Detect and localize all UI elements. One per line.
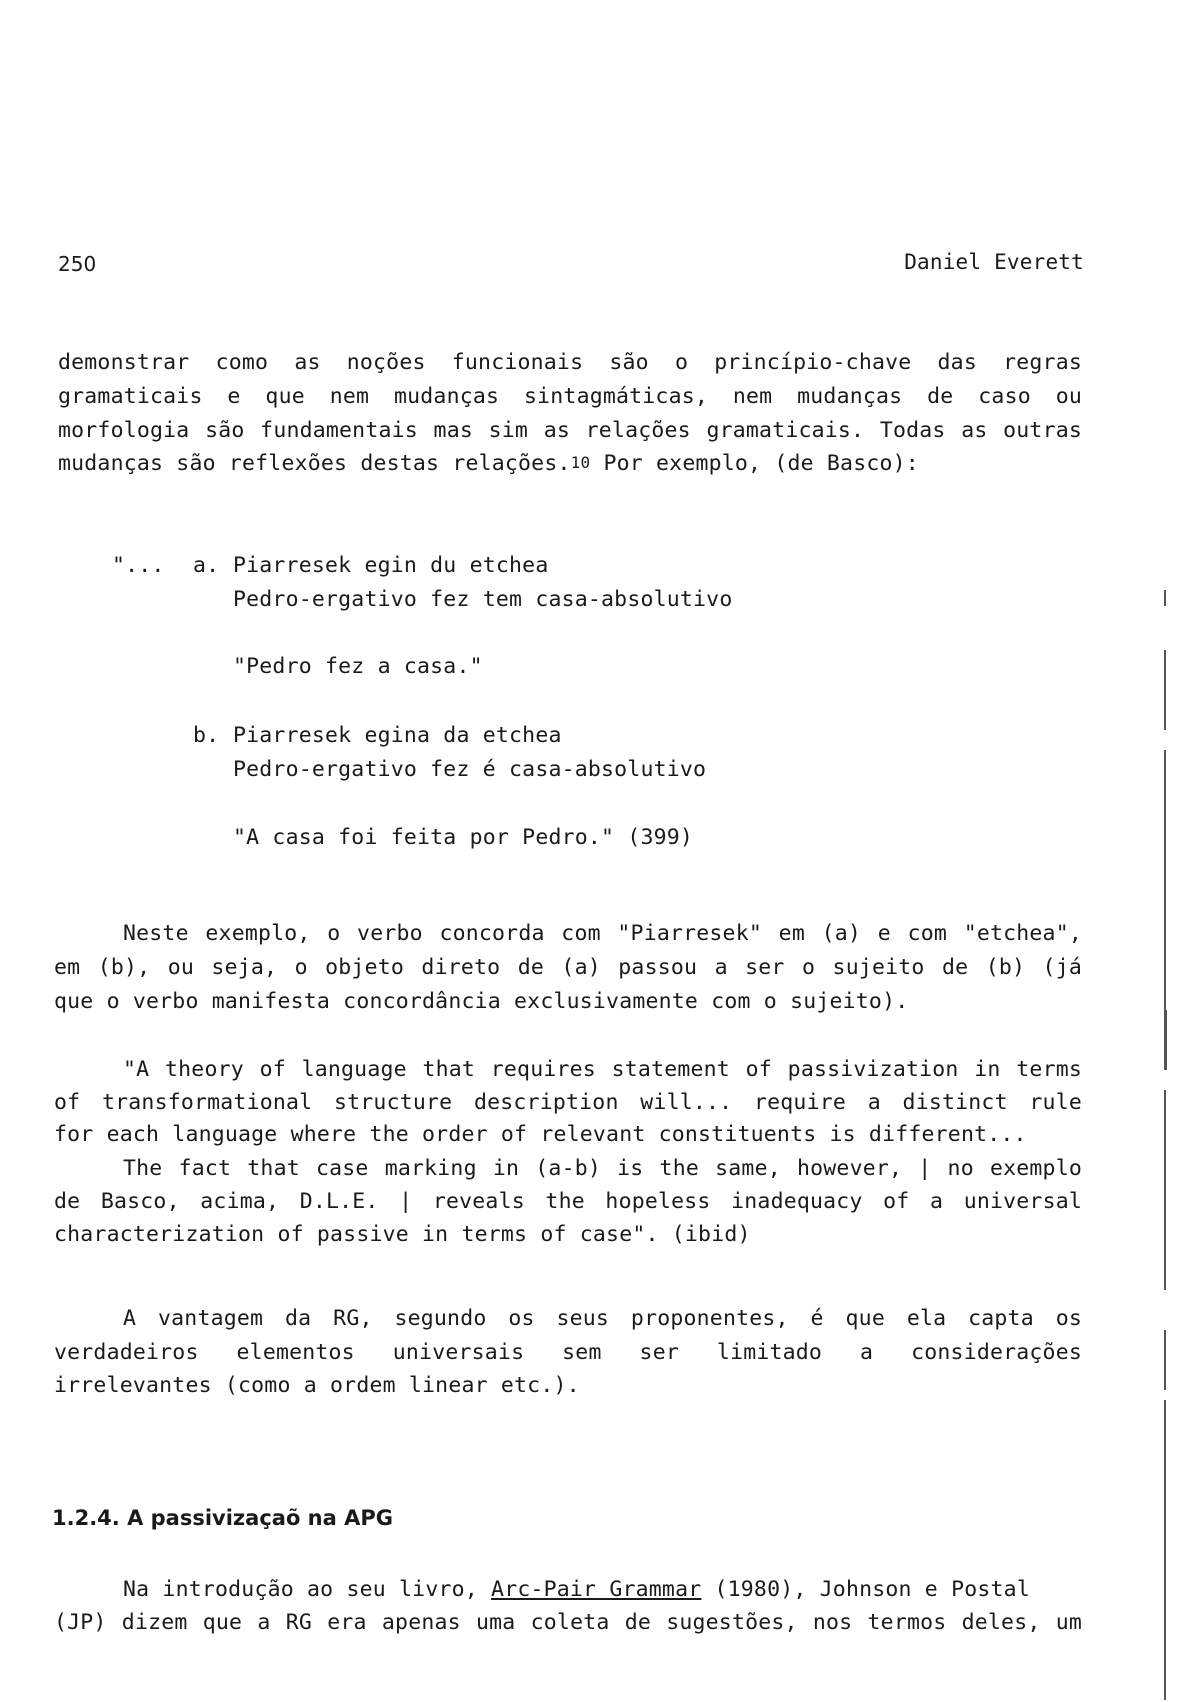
scan-artifact <box>1164 750 1166 1010</box>
paragraph-line: em (b), ou seja, o objeto direto de (a) passou a ser o sujeito de (b) (já <box>54 955 1082 980</box>
paragraph-line: Neste exemplo, o verbo concorda com "Piarresek" em (a) e com "etchea", <box>123 921 1082 946</box>
page-number: 250 <box>58 252 97 276</box>
section-heading: 1.2.4. A passivizaçaõ na APG <box>52 1506 393 1530</box>
paragraph-line: gramaticais e que nem mudanças sintagmáticas, nem mudanças de caso ou <box>58 384 1082 409</box>
scan-artifact <box>1164 1010 1167 1070</box>
book-title: Arc-Pair Grammar <box>491 1577 702 1602</box>
running-head-author: Daniel Everett <box>904 250 1084 274</box>
paragraph-line: morfologia são fundamentais mas sim as relações gramaticais. Todas as outras <box>58 418 1082 443</box>
paragraph-line: The fact that case marking in (a-b) is the same, however, | no exemplo <box>123 1156 1082 1181</box>
scan-artifact <box>1164 1090 1166 1290</box>
paragraph-line: irrelevantes (como a ordem linear etc.). <box>54 1373 580 1398</box>
example-a-free-translation: "Pedro fez a casa." <box>233 654 483 679</box>
scan-artifact <box>1164 1330 1166 1390</box>
paragraph-line: de Basco, acima, D.L.E. | reveals the hopeless inadequacy of a universal <box>54 1189 1082 1214</box>
scan-artifact <box>1164 590 1166 606</box>
example-b-free-translation: "A casa foi feita por Pedro." (399) <box>233 825 694 850</box>
example-b-gloss-line: Piarresek egina da etchea <box>233 723 562 748</box>
paragraph-line: Na introdução ao seu livro, Arc-Pair Grammar (1980), Johnson e Postal <box>123 1577 1030 1602</box>
paragraph-line: mudanças são reflexões destas relações.$^{10}$ Por exemplo, (de Basco): <box>58 451 919 476</box>
paragraph-line: characterization of passive in terms of case". (ibid) <box>54 1222 751 1247</box>
example-a-gloss-line: Piarresek egin du etchea <box>233 553 549 578</box>
example-b-translation-line: Pedro-ergativo fez é casa-absolutivo <box>233 757 707 782</box>
example-a-translation-line: Pedro-ergativo fez tem casa-absolutivo <box>233 587 733 612</box>
example-label-b: b. <box>193 723 220 748</box>
paragraph-line: verdadeiros elementos universais sem ser limitado a considerações <box>54 1340 1082 1365</box>
example-open-quote: "... <box>112 553 165 578</box>
scan-artifact <box>1164 1400 1166 1700</box>
paragraph-line: of transformational structure description will... require a distinct rule <box>54 1090 1082 1115</box>
paragraph-line: (JP) dizem que a RG era apenas uma coleta de sugestões, nos termos deles, um <box>54 1610 1082 1635</box>
paragraph-line: que o verbo manifesta concordância exclusivamente com o sujeito). <box>54 989 909 1014</box>
footnote-marker: 10 <box>570 453 591 472</box>
example-label-a: a. <box>193 553 220 578</box>
paragraph-line: for each language where the order of relevant constituents is different... <box>54 1122 1027 1147</box>
paragraph-line: "A theory of language that requires statement of passivization in terms <box>123 1057 1082 1082</box>
paragraph-line: demonstrar como as noções funcionais são o princípio-chave das regras <box>58 350 1082 375</box>
paragraph-line: A vantagem da RG, segundo os seus proponentes, é que ela capta os <box>123 1306 1082 1331</box>
scan-artifact <box>1164 650 1166 730</box>
